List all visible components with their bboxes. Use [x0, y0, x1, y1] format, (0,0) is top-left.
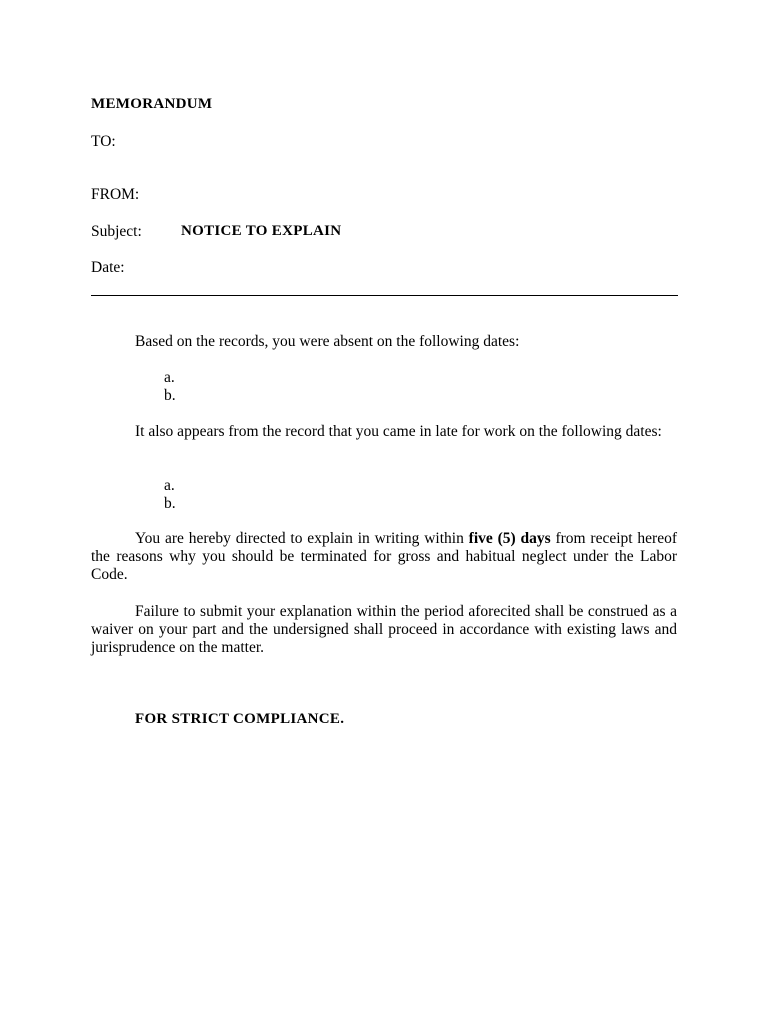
- header-divider: [91, 295, 678, 296]
- tardiness-list-item-b: b.: [164, 495, 176, 512]
- subject-value: NOTICE TO EXPLAIN: [181, 223, 342, 239]
- directive-text-end: from receipt hereof the reasons why you should be terminated for gross and habitual neglect under the Labor Code.: [91, 530, 677, 583]
- directive-text-start: You are hereby directed to explain in writing within: [135, 530, 469, 547]
- absence-list-item-a: a.: [164, 369, 175, 386]
- document-title: MEMORANDUM: [91, 96, 213, 112]
- from-label: FROM:: [91, 186, 140, 203]
- directive-paragraph: [91, 530, 677, 584]
- date-label: Date:: [91, 259, 125, 276]
- closing-line: FOR STRICT COMPLIANCE.: [135, 711, 345, 727]
- to-label: TO:: [91, 133, 116, 150]
- absence-paragraph: Based on the records, you were absent on the following dates:: [135, 333, 520, 350]
- deadline-emphasis: five (5) days: [468, 530, 551, 547]
- tardiness-list-item-a: a.: [164, 477, 175, 494]
- tardiness-paragraph: It also appears from the record that you came in late for work on the following dates:: [135, 423, 662, 440]
- subject-label: Subject:: [91, 223, 142, 240]
- waiver-paragraph: Failure to submit your explanation within the period aforecited shall be construed as a waiver on your part and the undersigned shall proceed in accordance with existing laws and jurisprudence on the matter.: [91, 603, 677, 656]
- absence-list-item-b: b.: [164, 387, 176, 404]
